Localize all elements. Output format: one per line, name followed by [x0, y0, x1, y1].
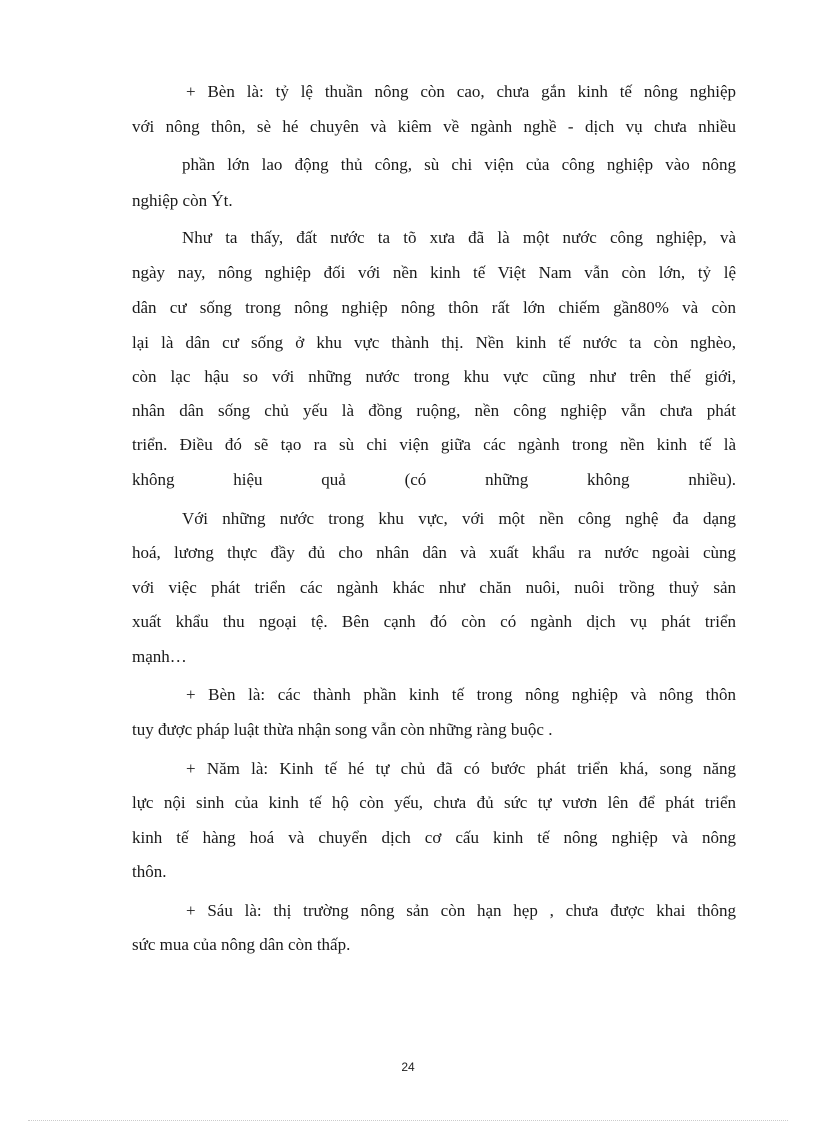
text-line: không hiệu quả (có những không nhiều). — [132, 470, 736, 489]
text-line: nghiệp còn Ýt. — [132, 191, 233, 210]
text-line: tuy được pháp luật thừa nhận song vẫn còn những ràng buộc . — [132, 720, 553, 739]
text-line: ngày nay, nông nghiệp đối với nền kinh tế Việt Nam vẫn còn lớn, tỷ lệ — [132, 263, 736, 282]
text-line: sức mua của nông dân còn thấp. — [132, 935, 351, 954]
text-line: kinh tế hàng hoá và chuyển dịch cơ cấu kinh tế nông nghiệp và nông — [132, 828, 736, 847]
text-line: + Bèn là: tỷ lệ thuần nông còn cao, chưa gắn kinh tế nông nghiệp — [186, 82, 736, 101]
text-line: nhân dân sống chủ yếu là đồng ruộng, nền công nghiệp vẫn chưa phát — [132, 401, 736, 420]
footer-divider — [28, 1120, 788, 1121]
text-line: phần lớn lao động thủ công, sù chi viện của công nghiệp vào nông — [182, 155, 736, 174]
text-line: lực nội sinh của kinh tế hộ còn yếu, chưa đủ sức tự vươn lên để phát triển — [132, 793, 736, 812]
text-line: với việc phát triển các ngành khác như chăn nuôi, nuôi trồng thuỷ sản — [132, 578, 736, 597]
text-line: mạnh… — [132, 647, 187, 666]
text-line: Với những nước trong khu vực, với một nền công nghệ đa dạng — [182, 509, 736, 528]
text-line: + Bèn là: các thành phần kinh tế trong nông nghiệp và nông thôn — [186, 685, 736, 704]
text-line: Như ta thấy, đất nước ta tõ xưa đã là một nước công nghiệp, và — [182, 228, 736, 247]
text-line: xuất khẩu thu ngoại tệ. Bên cạnh đó còn có ngành dịch vụ phát triển — [132, 612, 736, 631]
text-line: hoá, lương thực đầy đủ cho nhân dân và xuất khẩu ra nước ngoài cùng — [132, 543, 736, 562]
text-line: thôn. — [132, 862, 167, 881]
text-line: + Năm là: Kinh tế hé tự chủ đã có bước phát triển khá, song năng — [186, 759, 736, 778]
text-line: còn lạc hậu so với những nước trong khu vực cũng như trên thế giới, — [132, 367, 736, 386]
text-line: dân cư sống trong nông nghiệp nông thôn rất lớn chiếm gần80% và còn — [132, 298, 736, 317]
text-line: triển. Điều đó sẽ tạo ra sù chi viện giữa các ngành trong nền kinh tế là — [132, 435, 736, 454]
text-line: + Sáu là: thị trường nông sản còn hạn hẹp , chưa được khai thông — [186, 901, 736, 920]
text-line: lại là dân cư sống ở khu vực thành thị. Nền kinh tế nước ta còn nghèo, — [132, 333, 736, 352]
text-line: với nông thôn, sè hé chuyên và kiêm về ngành nghề - dịch vụ chưa nhiều — [132, 117, 736, 136]
page-number: 24 — [401, 1060, 415, 1074]
